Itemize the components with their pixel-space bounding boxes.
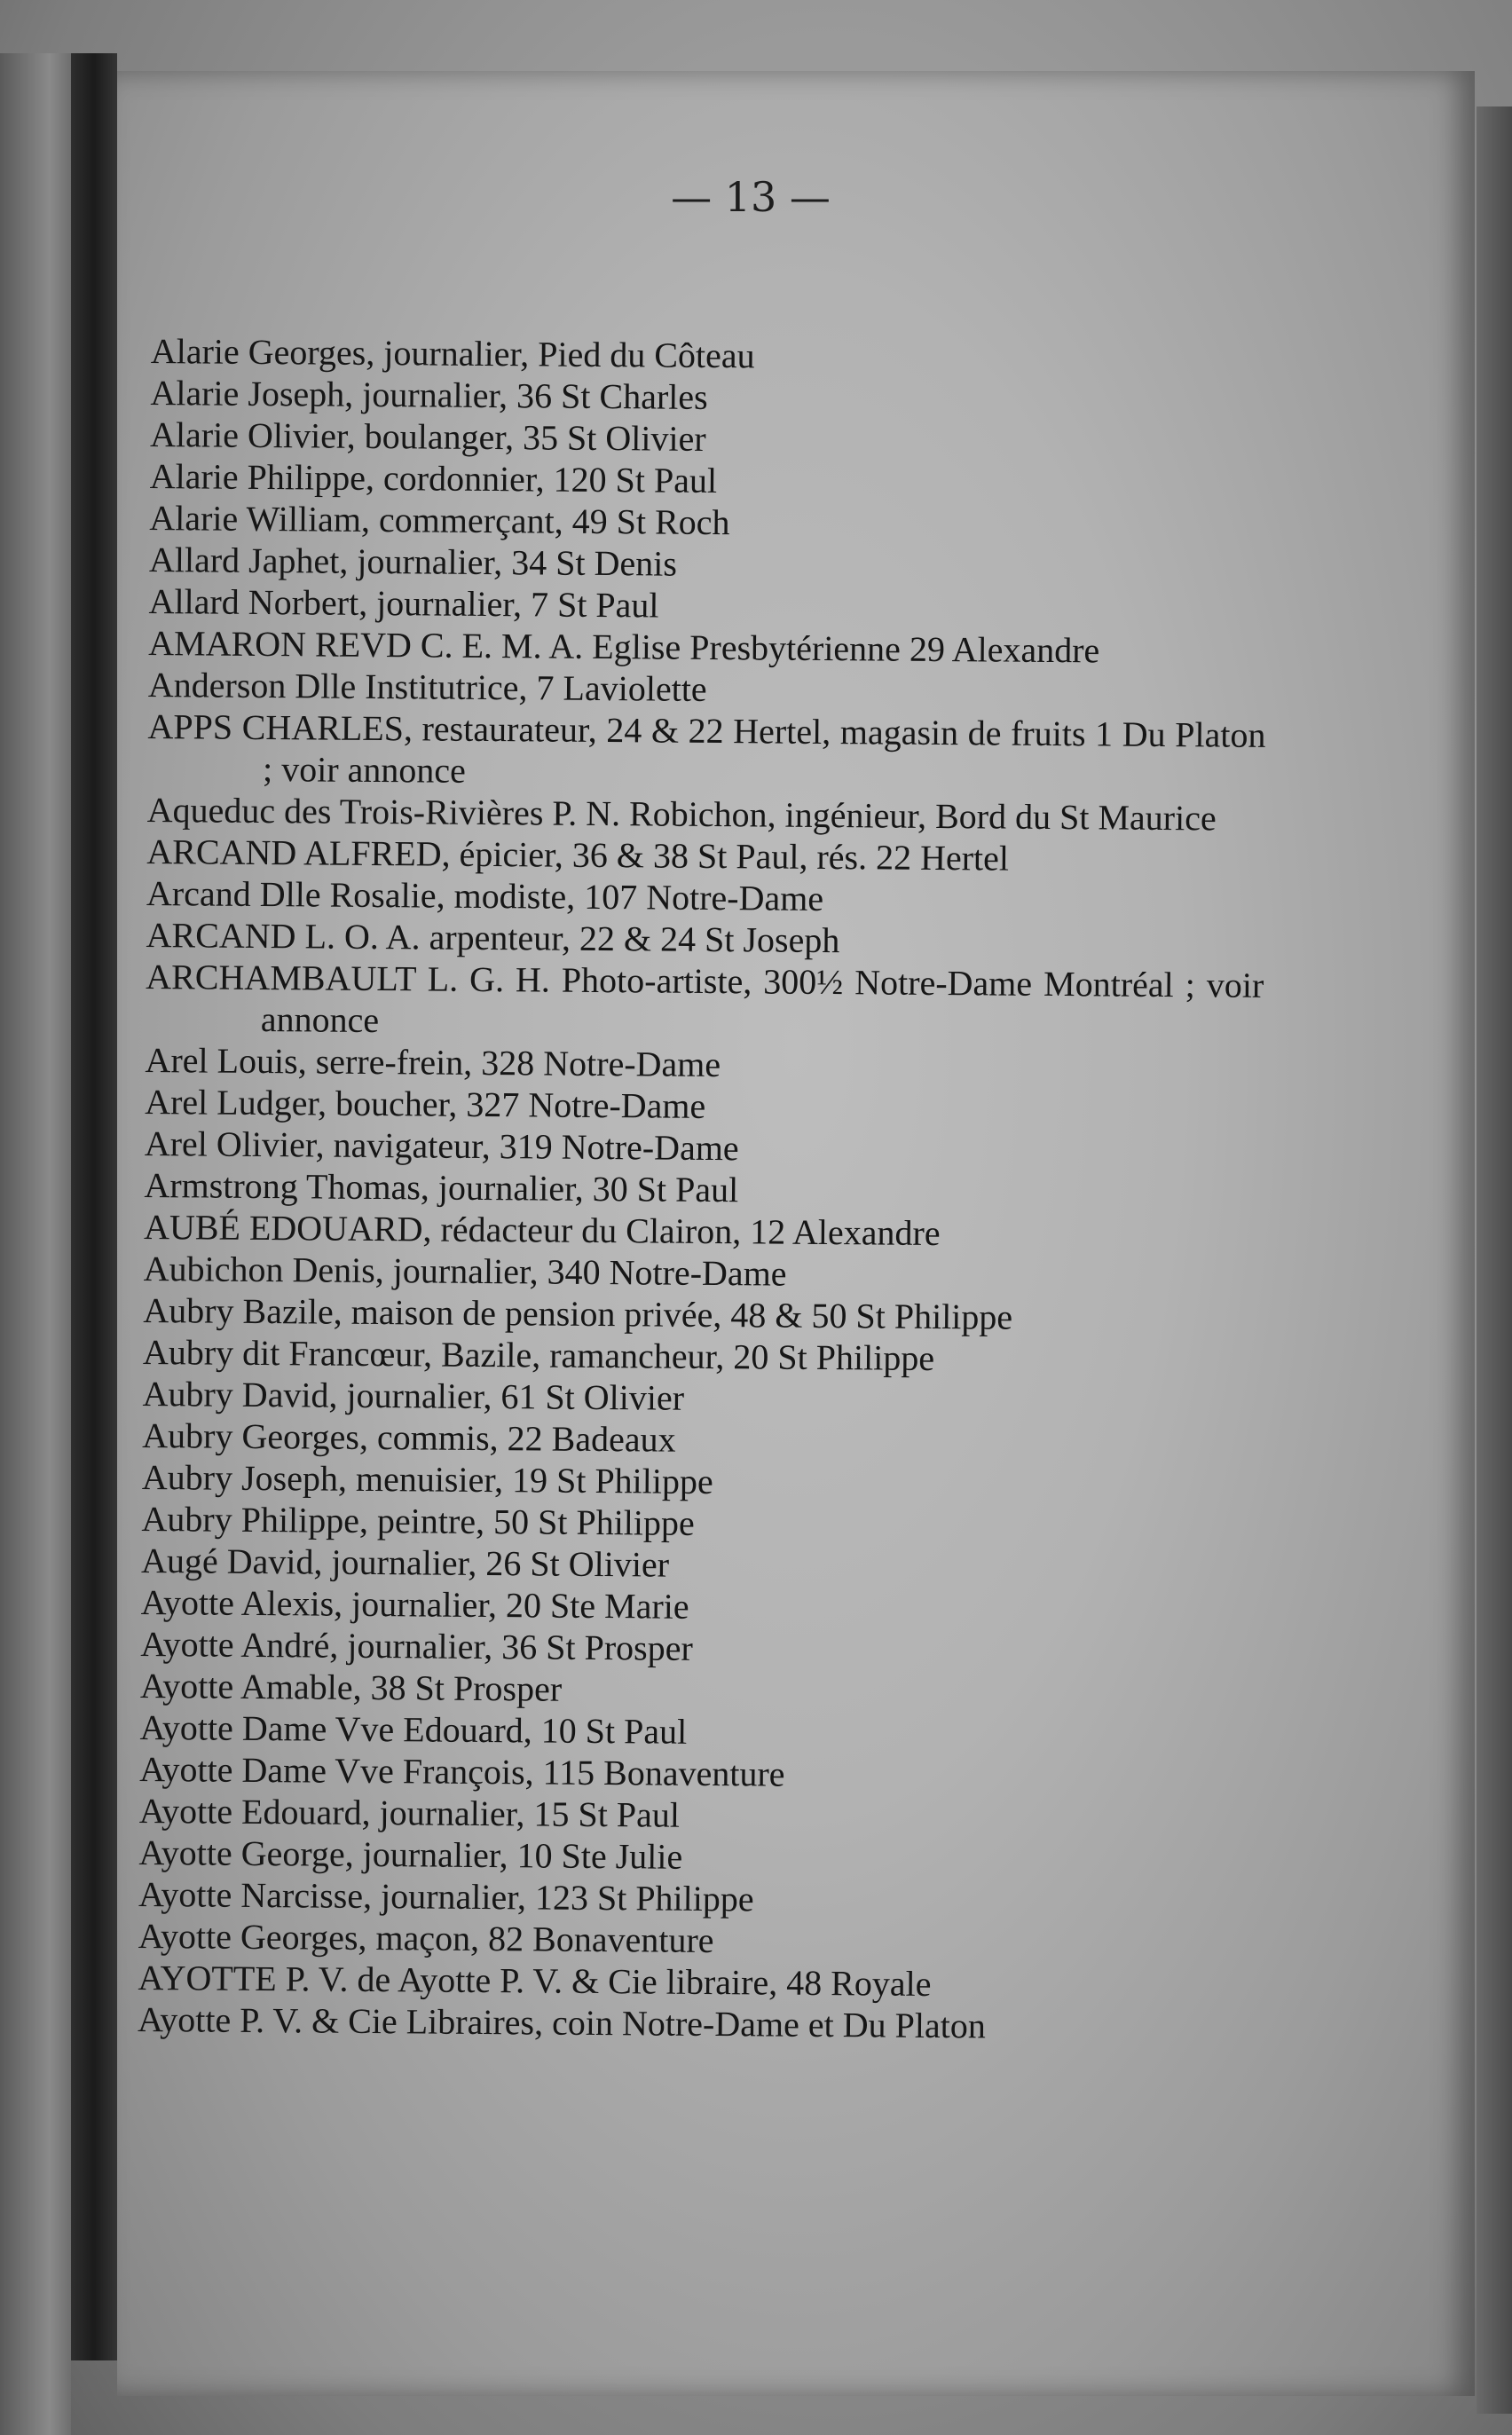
directory-entry: Aqueduc des Trois-Rivières P. N. Robichon, ingénieur, Bord du St Maurice: [146, 789, 1217, 839]
directory-entry: Ayotte Dame Vve François, 115 Bonaventure: [139, 1748, 785, 1794]
directory-entry: Alarie Georges, journalier, Pied du Côteau: [150, 330, 755, 376]
directory-entry: Ayotte Narcisse, journalier, 123 St Philippe: [138, 1873, 754, 1919]
directory-entry: AMARON REVD C. E. M. A. Eglise Presbytérienne 29 Alexandre: [148, 622, 1100, 671]
directory-entry: Anderson Dlle Institutrice, 7 Laviolette: [147, 664, 707, 709]
directory-entry: Arel Ludger, boucher, 327 Notre-Dame: [144, 1081, 706, 1126]
directory-entry: Ayotte Georges, maçon, 82 Bonaventure: [138, 1915, 714, 1961]
directory-entry: Ayotte Alexis, journalier, 20 Ste Marie: [140, 1581, 689, 1627]
directory-entry: Alarie Philippe, cordonnier, 120 St Paul: [149, 455, 718, 501]
book-gutter: [71, 53, 117, 2360]
directory-entry: Arel Louis, serre-frein, 328 Notre-Dame: [145, 1039, 721, 1085]
directory-entry: Arcand Dlle Rosalie, modiste, 107 Notre-Dame: [146, 872, 824, 918]
directory-entry: Ayotte André, journalier, 36 St Prosper: [140, 1623, 693, 1668]
directory-entry: Ayotte Amable, 38 St Prosper: [139, 1665, 563, 1709]
page-number: — 13 —: [671, 173, 831, 221]
directory-entry: Alarie Joseph, journalier, 36 St Charles: [150, 372, 708, 417]
directory-entry: Aubry Joseph, menuisier, 19 St Philippe: [141, 1456, 713, 1502]
directory-entry: Aubichon Denis, journalier, 340 Notre-Dame: [143, 1248, 787, 1294]
directory-entries: [138, 330, 1269, 2049]
directory-entry: Ayotte George, journalier, 10 Ste Julie: [138, 1832, 683, 1877]
directory-entry: APPS CHARLES, restaurateur, 24 & 22 Hertel, magasin de fruits 1 Du Platon ; voir annonce: [147, 705, 1266, 791]
directory-entry: Ayotte Dame Vve Edouard, 10 St Paul: [139, 1706, 688, 1752]
directory-entry: ARCAND L. O. A. arpenteur, 22 & 24 St Joseph: [146, 914, 840, 961]
directory-entry: AUBÉ EDOUARD, rédacteur du Clairon, 12 Alexandre: [143, 1206, 941, 1254]
previous-page-edge: [0, 53, 71, 2435]
directory-entry: Aubry dit Francœur, Bazile, ramancheur, 20 St Philippe: [142, 1331, 935, 1378]
directory-entry: AYOTTE P. V. de Ayotte P. V. & Cie libraire, 48 Royale: [138, 1957, 932, 2004]
directory-entry: ARCAND ALFRED, épicier, 36 & 38 St Paul, rés. 22 Hertel: [146, 831, 1010, 879]
directory-entry: Alarie William, commerçant, 49 St Roch: [149, 497, 730, 543]
directory-entry: Arel Olivier, navigateur, 319 Notre-Dame: [144, 1123, 739, 1169]
directory-entry: Ayotte P. V. & Cie Libraires, coin Notre-Dame et Du Platon: [137, 1998, 987, 2046]
directory-entry: Allard Japhet, journalier, 34 St Denis: [148, 539, 678, 584]
directory-entry: Aubry David, journalier, 61 St Olivier: [142, 1373, 685, 1418]
page-right-edge: [1477, 106, 1512, 2414]
directory-entry: Armstrong Thomas, journalier, 30 St Paul: [144, 1164, 739, 1210]
directory-entry: ARCHAMBAULT L. G. H. Photo-artiste, 300½ Notre-Dame Montréal ; voir annonce: [146, 956, 1264, 1041]
directory-entry: Augé David, journalier, 26 St Olivier: [140, 1540, 670, 1585]
directory-entry: Allard Norbert, journalier, 7 St Paul: [148, 580, 659, 626]
directory-entry: Aubry Philippe, peintre, 50 St Philippe: [141, 1498, 695, 1543]
directory-entry: Ayotte Edouard, journalier, 15 St Paul: [138, 1790, 681, 1835]
directory-entry: Alarie Olivier, boulanger, 35 St Olivier: [149, 414, 706, 459]
directory-entry: Aubry Georges, commis, 22 Badeaux: [142, 1415, 676, 1460]
directory-entry: Aubry Bazile, maison de pension privée, 48 & 50 St Philippe: [143, 1289, 1013, 1337]
